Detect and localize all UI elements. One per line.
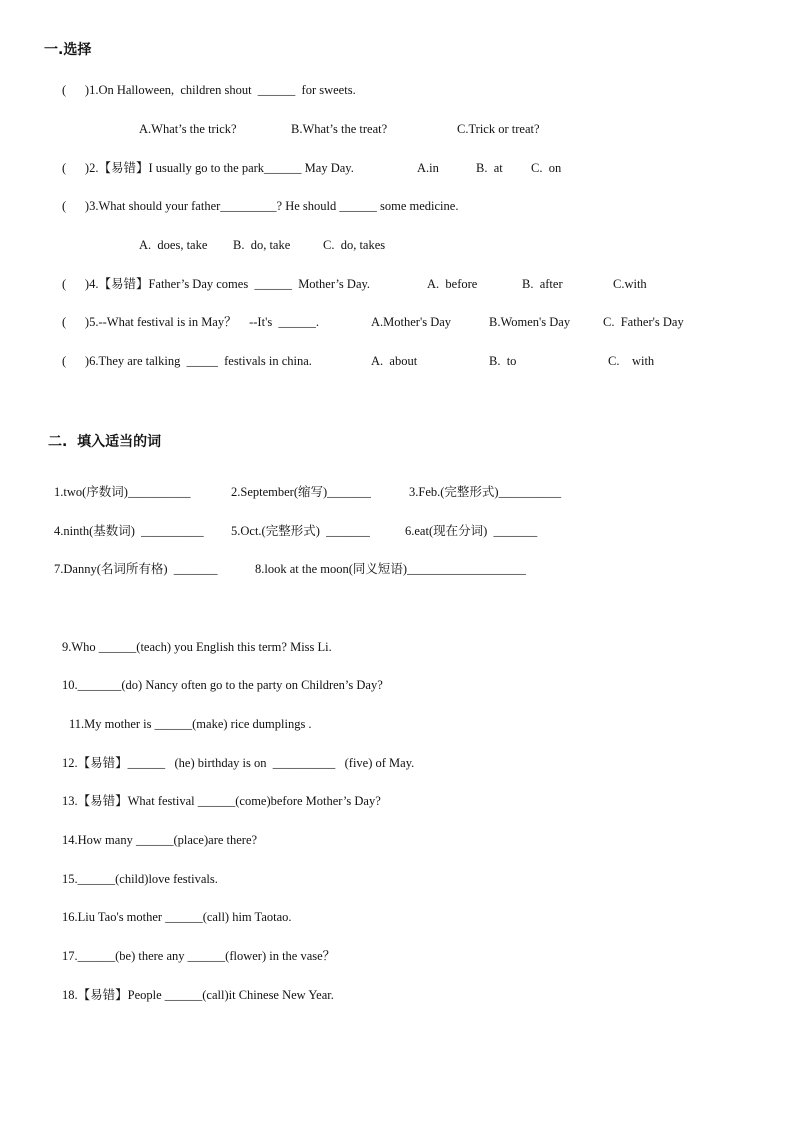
question-2-option-c: C. on <box>531 161 562 175</box>
fill-item-6: 6.eat(现在分词) _______ <box>405 524 538 538</box>
fill-item-3: 3.Feb.(完整形式)__________ <box>409 485 562 499</box>
fill-item-10: 10._______(do) Nancy often go to the party on Children’s Day? <box>62 678 383 692</box>
fill-item-1: 1.two(序数词)__________ <box>54 485 191 499</box>
fill-item-5: 5.Oct.(完整形式) _______ <box>231 524 370 538</box>
question-3-option-c: C. do, takes <box>323 238 386 252</box>
question-4-option-b: B. after <box>522 277 563 291</box>
question-1-option-b: B.What’s the treat? <box>291 122 388 136</box>
question-5-option-a: A.Mother's Day <box>371 315 452 329</box>
fill-item-11: 11.My mother is ______(make) rice dumplings . <box>69 717 312 731</box>
question-5-stem: ( )5.--What festival is in May？ --It's ______. <box>62 315 320 329</box>
question-6-option-c: C. with <box>608 354 655 368</box>
question-4-stem: ( )4.【易错】Father’s Day comes ______ Mother’s Day. <box>62 277 371 291</box>
question-1-stem: ( )1.On Halloween, children shout ______ for sweets. <box>62 83 356 97</box>
question-6-stem: ( )6.They are talking _____ festivals in china. <box>62 354 312 368</box>
section-2-heading: 二. 填入适当的词 <box>48 434 162 450</box>
question-5-option-b: B.Women's Day <box>489 315 571 329</box>
fill-item-2: 2.September(缩写)_______ <box>231 485 371 499</box>
fill-item-13: 13.【易错】What festival ______(come)before Mother’s Day? <box>62 794 381 808</box>
fill-item-12: 12.【易错】______ (he) birthday is on __________ (five) of May. <box>62 756 415 770</box>
fill-item-4: 4.ninth(基数词) __________ <box>54 524 204 538</box>
question-6-option-b: B. to <box>489 354 517 368</box>
fill-item-8: 8.look at the moon(同义短语)___________________ <box>255 562 526 576</box>
question-2-stem: ( )2.【易错】I usually go to the park______ May Day. <box>62 161 354 175</box>
question-6-option-a: A. about <box>371 354 418 368</box>
question-3-stem: ( )3.What should your father_________? He should ______ some medicine. <box>62 199 459 213</box>
question-2-option-b: B. at <box>476 161 503 175</box>
question-1-option-c: C.Trick or treat? <box>457 122 540 136</box>
question-3-option-a: A. does, take <box>139 238 208 252</box>
question-2-option-a: A.in <box>417 161 439 175</box>
fill-item-7: 7.Danny(名词所有格) _______ <box>54 562 218 576</box>
fill-item-9: 9.Who ______(teach) you English this term? Miss Li. <box>62 640 332 654</box>
fill-item-16: 16.Liu Tao's mother ______(call) him Taotao. <box>62 910 292 924</box>
question-1-option-a: A.What’s the trick? <box>139 122 237 136</box>
question-4-option-a: A. before <box>427 277 478 291</box>
fill-item-14: 14.How many ______(place)are there? <box>62 833 258 847</box>
question-4-option-c: C.with <box>613 277 647 291</box>
question-5-option-c: C. Father's Day <box>603 315 684 329</box>
fill-item-15: 15.______(child)love festivals. <box>62 872 218 886</box>
fill-item-17: 17.______(be) there any ______(flower) in the vase？ <box>62 949 336 963</box>
question-3-option-b: B. do, take <box>233 238 291 252</box>
fill-item-18: 18.【易错】People ______(call)it Chinese New Year. <box>62 988 334 1002</box>
section-1-heading: 一.选择 <box>44 42 92 58</box>
